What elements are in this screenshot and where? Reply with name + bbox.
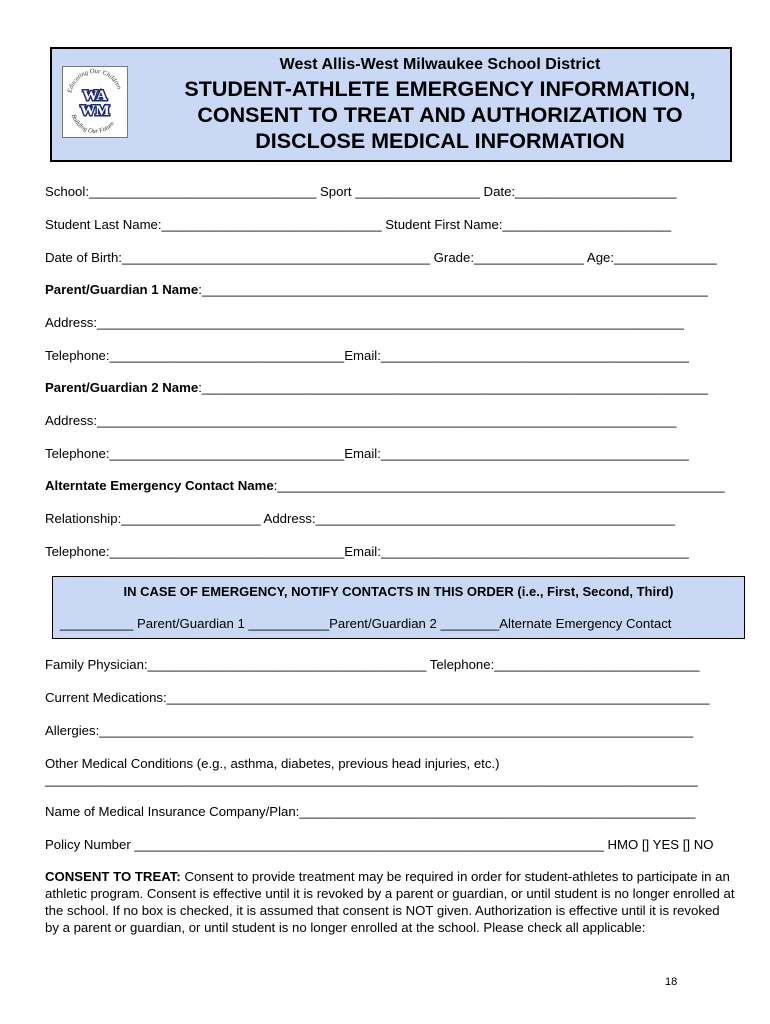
- consent-label: CONSENT TO TREAT:: [45, 869, 181, 884]
- emergency-order-options[interactable]: __________ Parent/Guardian 1 ___________Parent/Guardian 2 ________Alternate Emergency Contact: [60, 616, 672, 631]
- student-name-row[interactable]: Student Last Name:______________________________ Student First Name:_______________________: [45, 217, 672, 232]
- parent1-name-row[interactable]: [45, 282, 725, 298]
- parent1-name-line[interactable]: :_____________________________________________________________________: [198, 282, 708, 297]
- parent2-name-line[interactable]: :_____________________________________________________________________: [198, 380, 708, 395]
- district-logo: [62, 66, 128, 138]
- other-conditions-label: Other Medical Conditions (e.g., asthma, diabetes, previous head injuries, etc.): [45, 756, 500, 771]
- alt-contact-name-label: Alterntate Emergency Contact Name: [45, 478, 274, 493]
- consent-paragraph: [45, 868, 735, 936]
- policy-row[interactable]: Policy Number ________________________________________________________________ HMO [] YES [] NO: [45, 837, 714, 852]
- parent2-phone-email-row[interactable]: Telephone:________________________________Email:__________________________________________: [45, 446, 689, 461]
- physician-row[interactable]: Family Physician:______________________________________ Telephone:____________________________: [45, 657, 700, 672]
- other-conditions-line[interactable]: _________________________________________________________________________________________: [45, 772, 698, 787]
- relationship-address-row[interactable]: Relationship:___________________ Address:_________________________________________________: [45, 511, 675, 526]
- dob-grade-age-row[interactable]: Date of Birth:__________________________________________ Grade:_______________ Age:______________: [45, 250, 717, 265]
- parent1-name-label: Parent/Guardian 1 Name: [45, 282, 199, 297]
- alt-contact-name-line[interactable]: :_____________________________________________________________: [273, 478, 725, 493]
- alt-contact-name-row[interactable]: [45, 478, 725, 494]
- logo-letters-top: WA: [82, 88, 108, 104]
- school-sport-date-row[interactable]: School:_______________________________ Sport _________________ Date:______________________: [45, 184, 677, 199]
- title-line-3: DISCLOSE MEDICAL INFORMATION: [255, 129, 625, 153]
- consent-text: Consent to provide treatment may be required in order for student-athletes to participate in an athletic program. Consent is effective until it is revoked by a parent or guardian, or until student is no longer enrolled at the school. If no box is checked, it is assumed that consent is NOT given. Authorization is effective until it is revoked by a parent or guardian, or until student is no longer enrolled at the school. Please check all applicable:: [45, 869, 735, 935]
- title-line-1: STUDENT-ATHLETE EMERGENCY INFORMATION,: [184, 77, 696, 101]
- logo-arc-bottom: Building Our Future: [69, 113, 116, 136]
- allergies-row[interactable]: Allergies:_________________________________________________________________________________: [45, 723, 694, 738]
- parent2-address-row[interactable]: Address:_______________________________________________________________________________: [45, 413, 677, 428]
- insurance-row[interactable]: Name of Medical Insurance Company/Plan:______________________________________________________: [45, 804, 696, 819]
- emergency-order-title: IN CASE OF EMERGENCY, NOTIFY CONTACTS IN THIS ORDER (i.e., First, Second, Third): [123, 584, 674, 599]
- parent2-name-label: Parent/Guardian 2 Name: [45, 380, 199, 395]
- logo-arc-top: Educating Our Children: [66, 67, 123, 94]
- parent2-name-row[interactable]: [45, 380, 725, 396]
- logo-letters-bottom: WM: [80, 103, 110, 119]
- title-line-2: CONSENT TO TREAT AND AUTHORIZATION TO: [197, 103, 683, 127]
- medications-row[interactable]: Current Medications:__________________________________________________________________________: [45, 690, 710, 705]
- page-number: 18: [665, 976, 678, 988]
- district-name: West Allis-West Milwaukee School District: [279, 56, 601, 73]
- form-title: [150, 76, 730, 154]
- parent1-phone-email-row[interactable]: Telephone:________________________________Email:__________________________________________: [45, 348, 689, 363]
- parent1-address-row[interactable]: Address:________________________________________________________________________________: [45, 315, 684, 330]
- alt-contact-phone-email-row[interactable]: Telephone:________________________________Email:__________________________________________: [45, 544, 689, 559]
